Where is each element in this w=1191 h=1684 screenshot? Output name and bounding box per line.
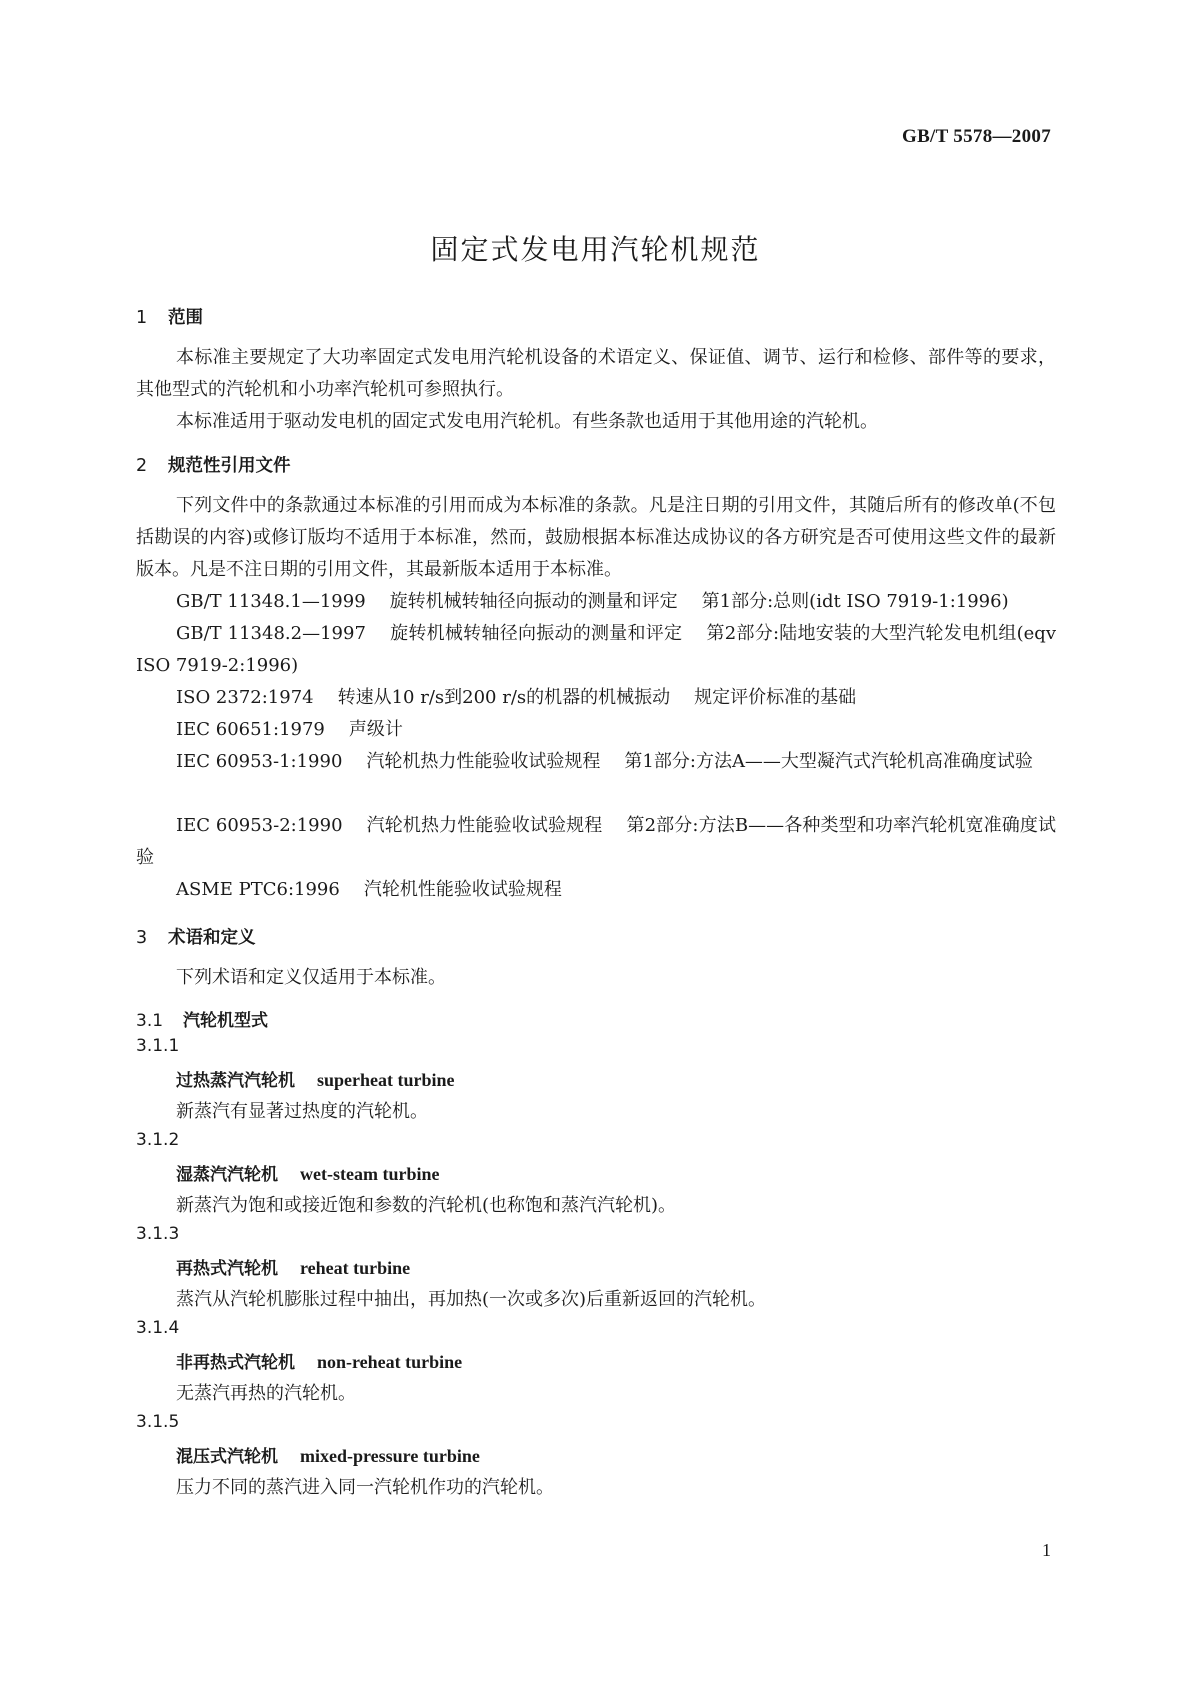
section-2-heading	[136, 452, 291, 477]
reference-title: 旋转机械转轴径向振动的测量和评定	[389, 623, 683, 644]
section-number: 2	[136, 456, 148, 476]
term-title	[176, 1348, 462, 1373]
term-zh: 过热蒸汽汽轮机	[176, 1071, 295, 1091]
reference-item	[136, 746, 1056, 778]
reference-title: 转速从10 r/s到200 r/s的机器的机械振动	[337, 687, 671, 708]
reference-title: 声级计	[348, 719, 403, 740]
reference-code: IEC 60953-1:1990	[176, 751, 343, 772]
term-en: superheat turbine	[317, 1070, 455, 1090]
term-definition: 无蒸汽再热的汽轮机。	[176, 1383, 356, 1404]
subsection-title: 汽轮机型式	[183, 1011, 269, 1031]
page-number: 1	[1042, 1540, 1051, 1560]
reference-title: 汽轮机性能验收试验规程	[363, 879, 562, 900]
reference-code: IEC 60953-2:1990	[176, 815, 343, 836]
section-title: 术语和定义	[168, 928, 256, 948]
reference-code: GB/T 11348.1—1999	[176, 591, 366, 612]
reference-item	[136, 682, 1056, 714]
page-title: 固定式发电用汽轮机规范	[430, 233, 761, 266]
term-en: wet-steam turbine	[300, 1164, 440, 1184]
term-number: 3.1.1	[136, 1036, 180, 1056]
term-en: mixed-pressure turbine	[300, 1446, 480, 1466]
term-number: 3.1.5	[136, 1412, 180, 1432]
term-title	[176, 1442, 480, 1467]
reference-item	[136, 714, 1056, 746]
reference-part: 第2部分:陆地安装的大型汽轮发电机组(eqv ISO 7919-2:1996)	[136, 623, 1056, 676]
term-definition: 新蒸汽有显著过热度的汽轮机。	[176, 1101, 428, 1122]
section-title: 范围	[168, 308, 203, 328]
section-title: 规范性引用文件	[168, 456, 291, 476]
reference-item	[136, 618, 1056, 682]
reference-code: GB/T 11348.2—1997	[176, 623, 366, 644]
term-title	[176, 1254, 410, 1279]
term-en: non-reheat turbine	[317, 1352, 463, 1372]
subsection-number: 3.1	[136, 1011, 164, 1031]
reference-part: 第2部分:方法B——各种类型和功率汽轮机宽准确度试验	[136, 815, 1056, 868]
reference-code: ISO 2372:1974	[176, 687, 314, 708]
reference-title: 汽轮机热力性能验收试验规程	[366, 751, 601, 772]
reference-code: IEC 60651:1979	[176, 719, 325, 740]
term-number: 3.1.2	[136, 1130, 180, 1150]
term-zh: 非再热式汽轮机	[176, 1353, 295, 1373]
scope-paragraph-1: 本标准主要规定了大功率固定式发电用汽轮机设备的术语定义、保证值、调节、运行和检修、部件等的要求，其他型式的汽轮机和小功率汽轮机可参照执行。	[136, 347, 1056, 400]
term-zh: 混压式汽轮机	[176, 1447, 278, 1467]
reference-part: 规定评价标准的基础	[694, 687, 857, 708]
term-definition: 新蒸汽为饱和或接近饱和参数的汽轮机(也称饱和蒸汽汽轮机)。	[176, 1195, 677, 1216]
reference-item	[136, 874, 1056, 906]
term-definition: 蒸汽从汽轮机膨胀过程中抽出，再加热(一次或多次)后重新返回的汽轮机。	[176, 1289, 767, 1310]
term-zh: 再热式汽轮机	[176, 1259, 278, 1279]
term-number: 3.1.4	[136, 1318, 180, 1338]
scope-paragraph-2: 本标准适用于驱动发电机的固定式发电用汽轮机。有些条款也适用于其他用途的汽轮机。	[176, 411, 878, 432]
term-en: reheat turbine	[300, 1258, 411, 1278]
term-definition: 压力不同的蒸汽进入同一汽轮机作功的汽轮机。	[176, 1477, 554, 1498]
term-title	[176, 1066, 455, 1091]
reference-title: 旋转机械转轴径向振动的测量和评定	[389, 591, 678, 612]
reference-title: 汽轮机热力性能验收试验规程	[366, 815, 603, 836]
references-intro: 下列文件中的条款通过本标准的引用而成为本标准的条款。凡是注日期的引用文件，其随后所有的修改单(不包括勘误的内容)或修订版均不适用于本标准，然而，鼓励根据本标准达成协议的各方研究是否可使用这些文件的最新版本。凡是不注日期的引用文件，其最新版本适用于本标准。	[136, 495, 1056, 580]
term-title	[176, 1160, 439, 1185]
section-3-heading	[136, 924, 256, 949]
standard-code: GB/T 5578—2007	[901, 126, 1051, 147]
subsection-heading	[136, 1006, 268, 1031]
term-number: 3.1.3	[136, 1224, 180, 1244]
reference-item	[136, 586, 1056, 618]
section-number: 3	[136, 928, 148, 948]
term-zh: 湿蒸汽汽轮机	[176, 1165, 278, 1185]
reference-part: 第1部分:总则(idt ISO 7919-1:1996)	[701, 591, 1009, 612]
terms-intro: 下列术语和定义仅适用于本标准。	[176, 967, 446, 988]
section-1-heading	[136, 304, 203, 329]
reference-code: ASME PTC6:1996	[176, 879, 340, 900]
reference-part: 第1部分:方法A——大型凝汽式汽轮机高准确度试验	[624, 751, 1033, 772]
reference-item	[136, 810, 1056, 874]
section-number: 1	[136, 308, 148, 328]
